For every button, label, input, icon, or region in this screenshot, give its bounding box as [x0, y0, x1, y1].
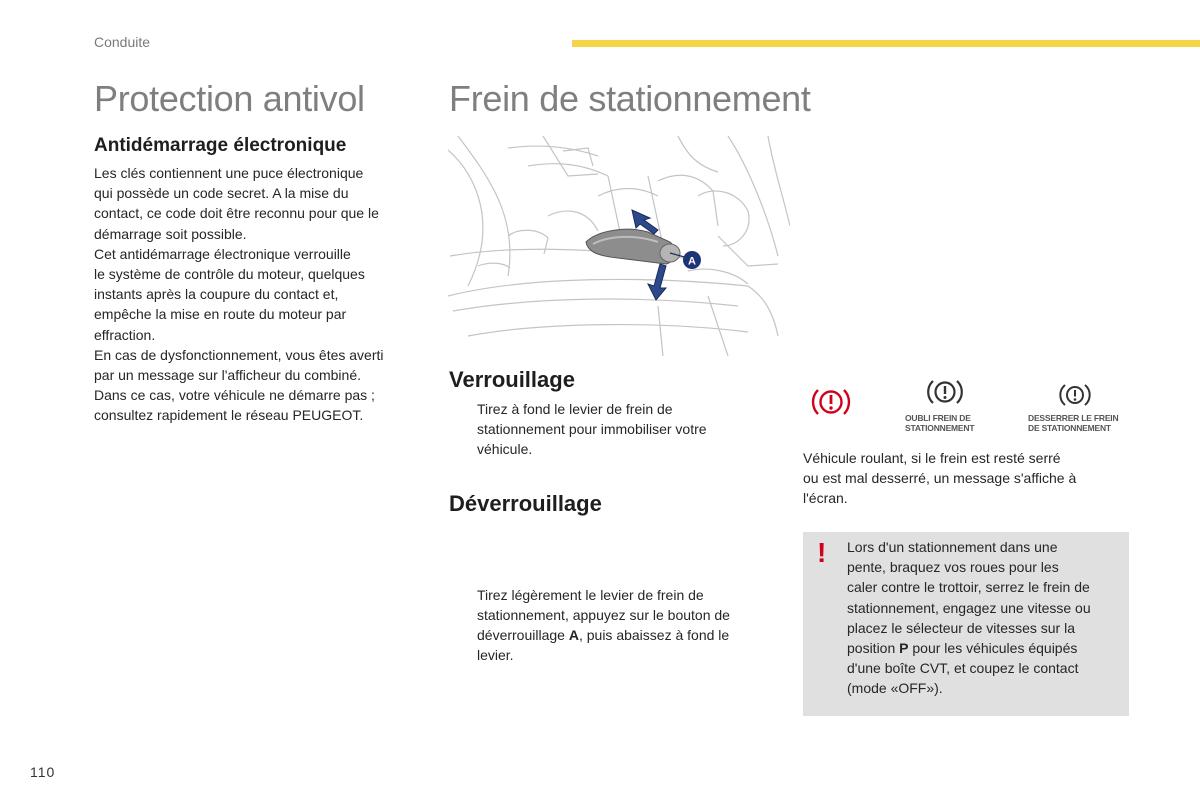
caption-line: OUBLI FREIN DE	[905, 413, 971, 423]
text-line: (mode «OFF»).	[847, 680, 943, 697]
text-line: Cet antidémarrage électronique verrouille	[94, 245, 351, 262]
text-line: Les clés contiennent une puce électronique	[94, 165, 364, 181]
text-line: effraction.	[94, 326, 156, 343]
text-line	[477, 625, 797, 645]
text-line: l'écran.	[803, 490, 848, 507]
text-line: caler contre le trottoir, serrez le frein de	[847, 579, 1090, 596]
text-line: stationnement pour immobiliser votre	[477, 421, 707, 438]
text-fragment: position	[847, 640, 900, 657]
text-fragment: déverrouillage	[477, 627, 569, 644]
text-line: véhicule.	[477, 441, 533, 458]
caption-line: DESSERRER LE FREIN	[1028, 413, 1119, 423]
parking-brake-lever-illustration	[448, 136, 790, 356]
text-line: stationnement, engagez une vitesse ou	[847, 599, 1091, 616]
subtitle-immobilizer: Antidémarrage électronique	[94, 135, 347, 156]
red-parking-brake-warning-icon	[810, 382, 852, 422]
button-a-reference: A	[568, 627, 579, 644]
text-line: démarrage soit possible.	[94, 225, 247, 242]
forgotten-brake-caption	[905, 413, 974, 433]
text-line: pente, braquez vos roues pour les	[847, 559, 1059, 576]
immobilizer-text	[94, 163, 424, 426]
exclamation-icon: !	[817, 537, 827, 568]
callout-a-label: A	[688, 255, 696, 268]
text-line: placez le sélecteur de vitesses sur la	[847, 619, 1075, 636]
text-line: d'une boîte CVT, et coupez le contact	[847, 660, 1079, 677]
page-number: 110	[30, 764, 56, 780]
heading-lock: Verrouillage	[449, 367, 575, 392]
text-line: instants après la coupure du contact et,	[94, 286, 339, 303]
header-accent-bar	[572, 40, 1200, 47]
text-line: qui possède un code secret. A la mise du	[94, 185, 349, 202]
text-fragment: , puis abaissez à fond le	[578, 627, 730, 644]
text-line: le système de contrôle du moteur, quelques	[94, 266, 365, 283]
page-title-parking-brake: Frein de stationnement	[449, 78, 811, 119]
text-line	[847, 638, 1123, 658]
driving-warning-text	[803, 448, 1133, 509]
text-line: Dans ce cas, votre véhicule ne démarre pas ;	[94, 387, 375, 404]
text-line: consultez rapidement le réseau PEUGEOT.	[94, 407, 364, 424]
caption-line: DE STATIONNEMENT	[1028, 423, 1111, 433]
release-parking-brake-icon	[1058, 381, 1092, 409]
text-fragment: pour les véhicules équipés	[908, 640, 1078, 657]
text-line: levier.	[477, 647, 514, 664]
heading-unlock: Déverrouillage	[449, 491, 602, 516]
lock-instructions	[449, 399, 797, 460]
position-p-reference: P	[899, 640, 909, 657]
text-line: contact, ce code doit être reconnu pour que le	[94, 205, 379, 222]
note-text	[847, 537, 1123, 699]
release-brake-caption	[1028, 413, 1118, 433]
slope-parking-note	[803, 532, 1129, 716]
text-line: ou est mal desserré, un message s'affiche à	[803, 470, 1077, 487]
page-title-antitheft: Protection antivol	[94, 78, 365, 119]
text-line: empêche la mise en route du moteur par	[94, 306, 347, 323]
text-line: par un message sur l'afficheur du combiné.	[94, 367, 362, 384]
unlock-instructions	[449, 585, 797, 666]
caption-line: STATIONNEMENT	[905, 423, 975, 433]
text-line: Lors d'un stationnement dans une	[847, 539, 1058, 555]
text-line: Tirez à fond le levier de frein de	[477, 401, 673, 417]
text-line: Tirez légèrement le levier de frein de	[477, 586, 704, 603]
text-line: En cas de dysfonctionnement, vous êtes averti	[94, 346, 384, 363]
text-line: stationnement, appuyez sur le bouton de	[477, 606, 730, 623]
text-line: Véhicule roulant, si le frein est resté serré	[803, 450, 1061, 466]
section-label: Conduite	[94, 34, 151, 50]
parking-brake-forgotten-icon	[924, 376, 966, 410]
